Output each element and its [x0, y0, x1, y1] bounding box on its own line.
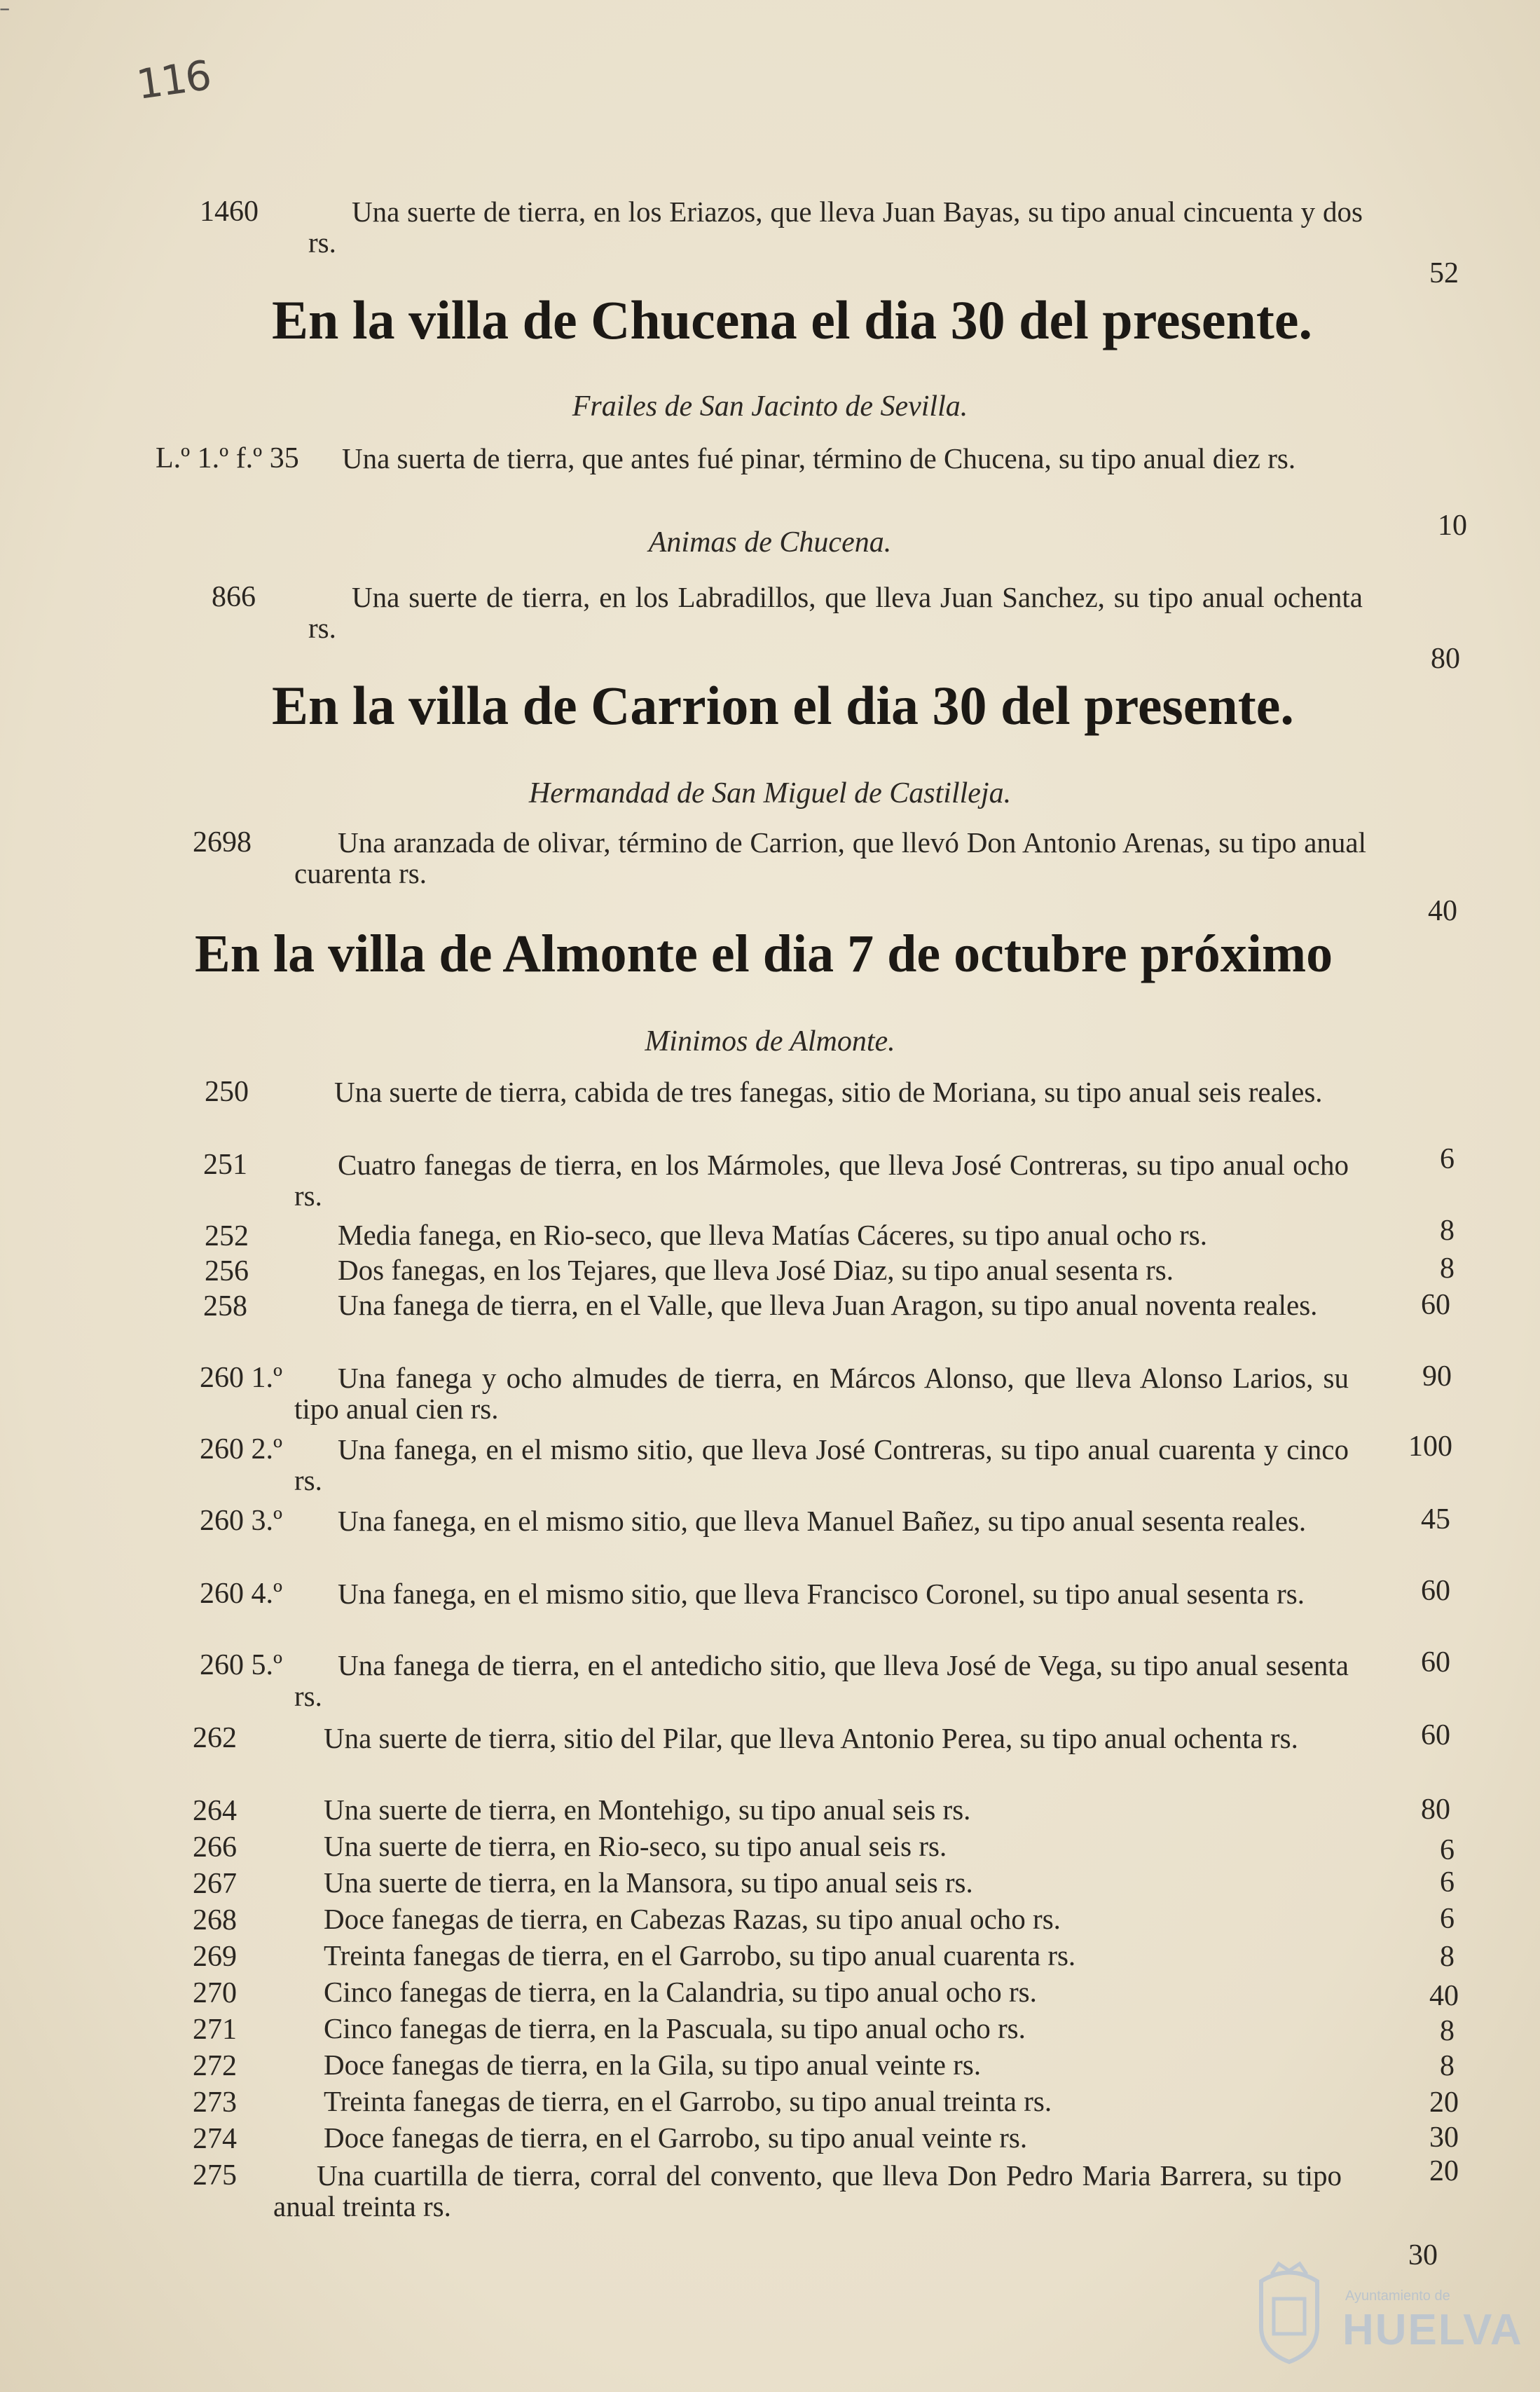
entry-price: 8: [1440, 1252, 1455, 1285]
entry-price: 60: [1421, 1719, 1450, 1751]
entry-price: 8: [1440, 1941, 1455, 1973]
entry-text: Una fanega, en el mismo sitio, que lleva José Contreras, su tipo anual cuarenta y cinco rs.: [294, 1433, 1349, 1496]
entry-number: 866: [212, 581, 256, 613]
corner-tick-mark: ˉ: [0, 1, 10, 32]
watermark-title: HUELVA: [1342, 2306, 1523, 2354]
entry-number: L.º 1.º f.º 35: [156, 442, 299, 474]
entry-number: 268: [193, 1904, 237, 1936]
folio-number: 116: [133, 51, 213, 109]
entry-text: Doce fanegas de tierra, en la Gila, su tipo anual veinte rs.: [324, 2049, 982, 2081]
watermark-caption: Ayuntamiento de: [1345, 2288, 1450, 2304]
entry-number: 260 4.º: [200, 1578, 283, 1610]
entry-price: 52: [1429, 257, 1459, 289]
entry-text: Treinta fanegas de tierra, en el Garrobo, su tipo anual treinta rs.: [324, 2085, 1052, 2117]
entry-price: 30: [1429, 2121, 1459, 2154]
entry-price: 6: [1440, 1866, 1455, 1899]
entry-text: Una fanega y ocho almudes de tierra, en Márcos Alonso, que lleva Alonso Larios, su tipo anual cien rs.: [294, 1362, 1349, 1425]
entry-text: Una aranzada de olivar, término de Carrion, que llevó Don Antonio Arenas, su tipo anual cuarenta rs.: [294, 826, 1366, 889]
ayuntamiento-huelva-watermark: [1247, 2260, 1523, 2365]
section-subheading-animas: Animas de Chucena.: [648, 526, 892, 559]
entry-text: Una suerte de tierra, en Montehigo, su tipo anual seis rs.: [324, 1793, 971, 1826]
entry-text: Una fanega de tierra, en el antedicho sitio, que lleva José de Vega, su tipo anual sesenta rs.: [294, 1649, 1349, 1712]
entry-price: 80: [1431, 643, 1460, 675]
entry-price: 8: [1440, 1215, 1455, 1247]
entry-number: 269: [193, 1941, 237, 1973]
entry-text: Una fanega, en el mismo sitio, que lleva Manuel Bañez, su tipo anual sesenta reales.: [338, 1505, 1307, 1537]
entry-price: 20: [1429, 2086, 1459, 2119]
entry-text: Una fanega de tierra, en el Valle, que lleva Juan Aragon, su tipo anual noventa reales.: [338, 1289, 1318, 1321]
entry-price: 40: [1429, 1980, 1459, 2012]
entry-text: Treinta fanegas de tierra, en el Garrobo, su tipo anual cuarenta rs.: [324, 1939, 1076, 1971]
entry-text: Una cuartilla de tierra, corral del convento, que lleva Don Pedro Maria Barrera, su tipo anual treinta rs.: [273, 2159, 1342, 2222]
entry-price: 8: [1440, 2015, 1455, 2047]
entry-text: Media fanega, en Rio-seco, que lleva Matías Cáceres, su tipo anual ocho rs.: [338, 1219, 1207, 1251]
crest-shield-icon: [1247, 2260, 1331, 2365]
entry-text: Cinco fanegas de tierra, en la Calandria, su tipo anual ocho rs.: [324, 1976, 1037, 2008]
entry-text: Cuatro fanegas de tierra, en los Mármoles, que lleva José Contreras, su tipo anual ocho rs.: [294, 1149, 1349, 1212]
entry-price: 6: [1440, 1903, 1455, 1935]
entry-text: Una fanega, en el mismo sitio, que lleva Francisco Coronel, su tipo anual sesenta rs.: [338, 1578, 1305, 1610]
entry-price: 6: [1440, 1143, 1455, 1175]
entry-price: 8: [1440, 2050, 1455, 2082]
entry-price: 10: [1438, 510, 1467, 542]
section-heading-chucena: En la villa de Chucena el dia 30 del presente.: [272, 289, 1312, 350]
entry-number: 260 1.º: [200, 1362, 283, 1394]
entry-number: 262: [193, 1722, 237, 1754]
section-subheading-hermandad: Hermandad de San Miguel de Castilleja.: [528, 777, 1012, 809]
entry-number: 272: [193, 2050, 237, 2082]
entry-text: Una suerte de tierra, en los Labradillos, que lleva Juan Sanchez, su tipo anual ochenta rs.: [308, 581, 1363, 644]
entry-price: 20: [1429, 2155, 1459, 2187]
entry-price: 30: [1408, 2239, 1438, 2271]
entry-price: 45: [1421, 1503, 1450, 1536]
entry-price: 60: [1421, 1646, 1450, 1679]
section-heading-carrion: En la villa de Carrion el dia 30 del presente.: [272, 675, 1294, 736]
section-subheading-minimos: Minimos de Almonte.: [645, 1025, 895, 1058]
entry-number: 270: [193, 1977, 237, 2009]
entry-price: 90: [1422, 1360, 1452, 1393]
entry-text: Una suerte de tierra, sitio del Pilar, que lleva Antonio Perea, su tipo anual ochenta rs.: [324, 1722, 1298, 1754]
entry-number: 260 2.º: [200, 1433, 283, 1465]
section-subheading-frailes: Frailes de San Jacinto de Sevilla.: [572, 390, 968, 423]
entry-number: 275: [193, 2159, 237, 2192]
entry-price: 6: [1440, 1834, 1455, 1866]
entry-number: 250: [205, 1076, 249, 1108]
entry-text: Una suerte de tierra, en Rio-seco, su tipo anual seis rs.: [324, 1830, 947, 1862]
entry-text: Cinco fanegas de tierra, en la Pascuala, su tipo anual ocho rs.: [324, 2012, 1026, 2044]
entry-price: 100: [1408, 1430, 1452, 1463]
entry-number: 260 3.º: [200, 1505, 283, 1537]
entry-number: 256: [205, 1255, 249, 1287]
entry-price: 60: [1421, 1289, 1450, 1321]
entry-number: 2698: [193, 826, 252, 859]
entry-text: Una suerta de tierra, que antes fué pinar, término de Chucena, su tipo anual diez rs.: [342, 442, 1296, 474]
entry-number: 251: [203, 1149, 247, 1181]
entry-text: Una suerte de tierra, en la Mansora, su tipo anual seis rs.: [324, 1866, 973, 1899]
entry-price: 80: [1421, 1793, 1450, 1826]
entry-text: Doce fanegas de tierra, en Cabezas Razas, su tipo anual ocho rs.: [324, 1903, 1061, 1935]
entry-number: 267: [193, 1868, 237, 1900]
entry-text: Una suerte de tierra, cabida de tres fanegas, sitio de Moriana, su tipo anual seis reales.: [334, 1076, 1323, 1108]
entry-number: 274: [193, 2123, 237, 2155]
entry-text: Una suerte de tierra, en los Eriazos, que lleva Juan Bayas, su tipo anual cincuenta y dos rs.: [308, 196, 1363, 259]
entry-price: 60: [1421, 1575, 1450, 1607]
entry-number: 1460: [200, 196, 259, 228]
entry-number: 264: [193, 1795, 237, 1827]
entry-number: 258: [203, 1290, 247, 1323]
entry-number: 266: [193, 1831, 237, 1864]
section-heading-almonte: En la villa de Almonte el dia 7 de octubre próximo: [195, 924, 1333, 983]
entry-number: 260 5.º: [200, 1649, 283, 1681]
entry-number: 252: [205, 1220, 249, 1252]
entry-price: 40: [1428, 895, 1457, 927]
entry-text: Dos fanegas, en los Tejares, que lleva José Diaz, su tipo anual sesenta rs.: [338, 1254, 1174, 1286]
entry-text: Doce fanegas de tierra, en el Garrobo, su tipo anual veinte rs.: [324, 2121, 1028, 2154]
entry-number: 273: [193, 2086, 237, 2119]
entry-number: 271: [193, 2014, 237, 2046]
